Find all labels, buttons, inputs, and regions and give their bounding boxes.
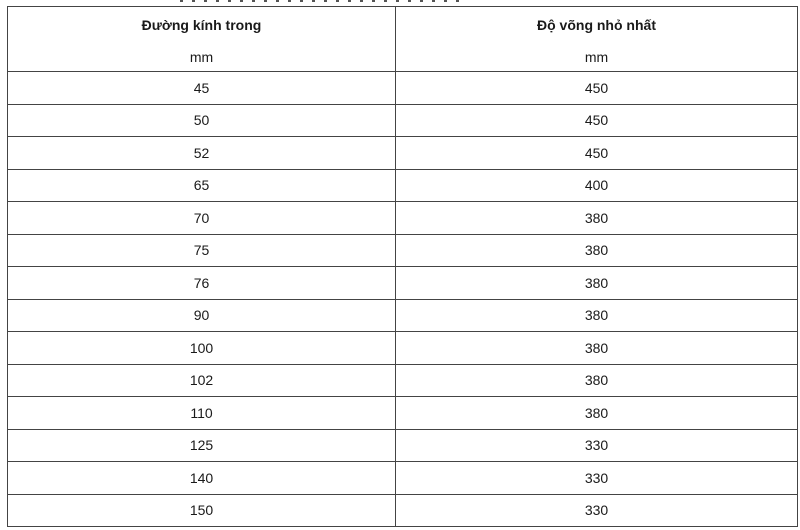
table-header: [8, 7, 798, 44]
cell-inner-diameter: 100: [8, 332, 396, 365]
table-row: [8, 104, 798, 137]
unit-inner-diameter: mm: [8, 43, 396, 72]
top-cropped-text-fragment: [180, 0, 480, 4]
cell-inner-diameter: 65: [8, 169, 396, 202]
cell-inner-diameter: 110: [8, 397, 396, 430]
cell-min-deflection: 380: [396, 397, 798, 430]
table-body: [8, 43, 798, 527]
table-row: [8, 429, 798, 462]
table-row: [8, 397, 798, 430]
cell-inner-diameter: 125: [8, 429, 396, 462]
table-row: [8, 462, 798, 495]
cell-min-deflection: 380: [396, 234, 798, 267]
cell-inner-diameter: 76: [8, 267, 396, 300]
table-row: [8, 364, 798, 397]
table-row: [8, 137, 798, 170]
cell-inner-diameter: 70: [8, 202, 396, 235]
table-row: [8, 234, 798, 267]
cell-inner-diameter: 75: [8, 234, 396, 267]
cell-min-deflection: 330: [396, 429, 798, 462]
cell-inner-diameter: 45: [8, 72, 396, 105]
table-row: [8, 169, 798, 202]
table-row: [8, 202, 798, 235]
cell-min-deflection: 380: [396, 332, 798, 365]
cell-inner-diameter: 102: [8, 364, 396, 397]
cell-min-deflection: 380: [396, 267, 798, 300]
cell-min-deflection: 380: [396, 364, 798, 397]
spec-table: [7, 6, 798, 527]
cell-min-deflection: 330: [396, 494, 798, 527]
cell-min-deflection: 450: [396, 104, 798, 137]
header-inner-diameter: Đường kính trong: [8, 7, 396, 44]
cell-min-deflection: 380: [396, 299, 798, 332]
header-min-deflection: Độ võng nhỏ nhất: [396, 7, 798, 44]
cell-min-deflection: 400: [396, 169, 798, 202]
cell-min-deflection: 450: [396, 72, 798, 105]
unit-row: [8, 43, 798, 72]
cell-inner-diameter: 150: [8, 494, 396, 527]
cell-min-deflection: 450: [396, 137, 798, 170]
table-row: [8, 332, 798, 365]
cell-min-deflection: 380: [396, 202, 798, 235]
header-row: [8, 7, 798, 44]
unit-min-deflection: mm: [396, 43, 798, 72]
table-row: [8, 267, 798, 300]
cell-inner-diameter: 52: [8, 137, 396, 170]
cell-min-deflection: 330: [396, 462, 798, 495]
cell-inner-diameter: 140: [8, 462, 396, 495]
cell-inner-diameter: 50: [8, 104, 396, 137]
table-row: [8, 72, 798, 105]
cell-inner-diameter: 90: [8, 299, 396, 332]
table-row: [8, 299, 798, 332]
table-row: [8, 494, 798, 527]
